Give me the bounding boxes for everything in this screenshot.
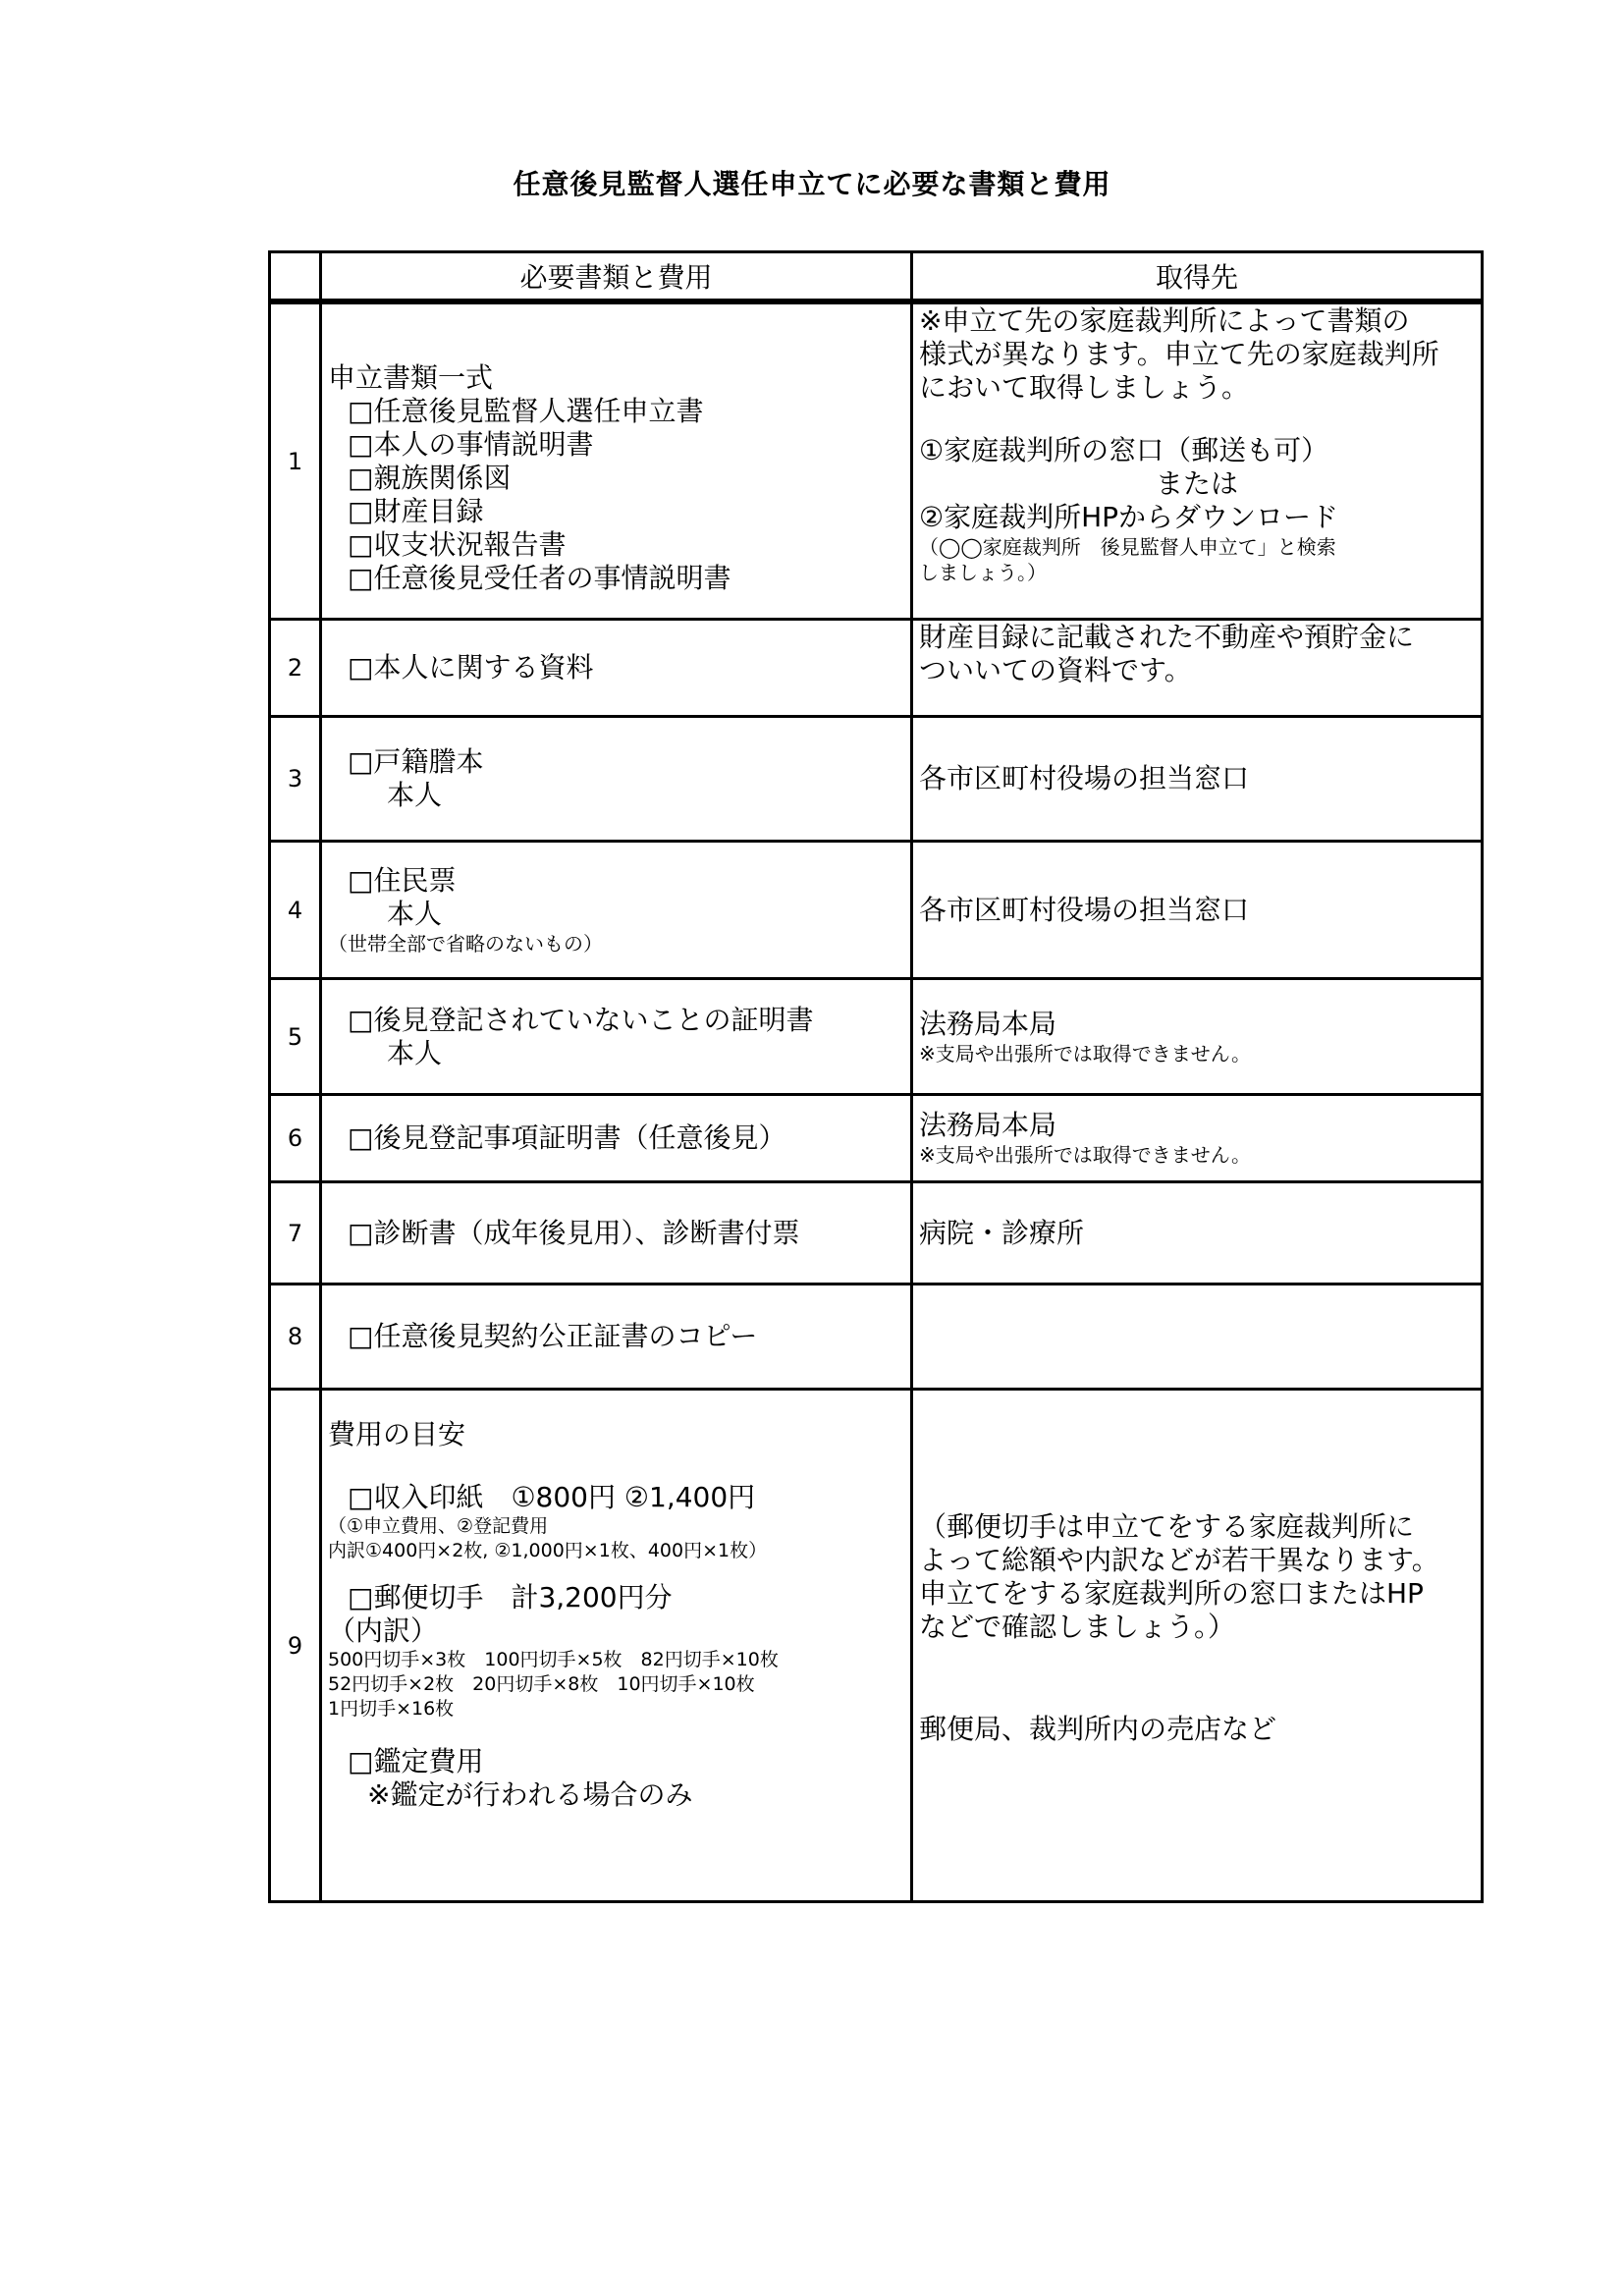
documents-cell [321, 979, 912, 1095]
source-text: 各市区町村役場の担当窓口 [919, 762, 1250, 794]
row-number: 6 [270, 1095, 321, 1182]
table-row [270, 717, 1483, 842]
table-row [270, 1390, 1483, 1902]
source-note: （◯◯家庭裁判所 後見監督人申立て」と検索 [919, 535, 1336, 559]
doc-item: □任意後見受任者の事情説明書 [348, 561, 731, 594]
doc-heading: 申立書類一式 [328, 360, 494, 394]
doc-item: □本人に関する資料 [348, 651, 594, 683]
row-number: 1 [270, 303, 321, 620]
table-row [270, 620, 1483, 717]
source-text: 様式が異なります。申立て先の家庭裁判所 [919, 338, 1439, 370]
documents-cell [321, 717, 912, 842]
doc-item: □後見登記事項証明書（任意後見） [348, 1121, 786, 1154]
source-text: などで確認しましょう。） [919, 1611, 1236, 1643]
header-no [270, 252, 321, 301]
source-text: において取得しましょう。 [919, 371, 1250, 404]
postage-line: 52円切手×2枚 20円切手×8枚 10円切手×10枚 [328, 1673, 755, 1695]
source-text: （郵便切手は申立てをする家庭裁判所に [919, 1510, 1415, 1543]
doc-sub: 本人 [387, 779, 443, 811]
row-number: 9 [270, 1390, 321, 1902]
postage-breakdown-label: （内訳） [328, 1614, 439, 1647]
source-cell [912, 1182, 1483, 1285]
documents-cell [321, 1285, 912, 1390]
doc-sub: 本人 [387, 897, 443, 930]
documents-cell [321, 842, 912, 979]
source-where: 郵便局、裁判所内の売店など [919, 1713, 1277, 1745]
documents-cell [321, 303, 912, 620]
doc-item: □収支状況報告書 [348, 527, 567, 561]
source-text: 申立てをする家庭裁判所の窓口またはHP [919, 1577, 1424, 1610]
doc-item: □任意後見監督人選任申立書 [348, 394, 704, 427]
table-row [270, 303, 1483, 620]
source-text: 法務局本局 [919, 1109, 1057, 1141]
doc-item: □診断書（成年後見用）、診断書付票 [348, 1216, 800, 1249]
doc-item: □財産目録 [348, 494, 484, 527]
source-note: ※支局や出張所では取得できません。 [919, 1041, 1251, 1066]
source-cell [912, 620, 1483, 717]
doc-item: □後見登記されていないことの証明書 [348, 1003, 814, 1036]
table-row [270, 979, 1483, 1095]
source-cell [912, 842, 1483, 979]
table-row [270, 1182, 1483, 1285]
documents-cell [321, 1182, 912, 1285]
source-cell [912, 717, 1483, 842]
source-text: ※申立て先の家庭裁判所によって書類の [919, 304, 1410, 337]
row-number: 4 [270, 842, 321, 979]
source-option-1: ①家庭裁判所の窓口（郵送も可） [919, 434, 1329, 466]
stamp-note: （①申立費用、②登記費用 [328, 1515, 549, 1537]
table-row [270, 1285, 1483, 1390]
source-cell [912, 1095, 1483, 1182]
table-row [270, 1095, 1483, 1182]
documents-cell [321, 1390, 912, 1902]
postage-item: □郵便切手 計3,200円分 [348, 1581, 673, 1613]
documents-cell [321, 620, 912, 717]
doc-item: □本人の事情説明書 [348, 427, 594, 461]
source-cell [912, 303, 1483, 620]
appraisal-item: □鑑定費用 [348, 1745, 484, 1777]
postage-line: 1円切手×16枚 [328, 1698, 455, 1720]
doc-item: □住民票 [348, 863, 457, 897]
source-text: ついいての資料です。 [919, 654, 1192, 686]
header-source: 取得先 [912, 252, 1483, 301]
source-option-2: ②家庭裁判所HPからダウンロード [919, 501, 1339, 533]
source-text: 病院・診療所 [919, 1216, 1085, 1249]
row-number: 8 [270, 1285, 321, 1390]
doc-item: □親族関係図 [348, 461, 512, 494]
source-text: 法務局本局 [919, 1007, 1057, 1040]
source-or: または [1155, 467, 1238, 500]
appraisal-note: ※鑑定が行われる場合のみ [367, 1778, 693, 1811]
source-cell [912, 979, 1483, 1095]
source-text: 財産目録に記載された不動産や預貯金に [919, 621, 1415, 653]
doc-item: □戸籍謄本 [348, 745, 484, 778]
source-cell [912, 1285, 1483, 1390]
table-row [270, 842, 1483, 979]
source-note: しましょう。） [919, 561, 1047, 584]
documents-cell [321, 1095, 912, 1182]
row-number: 2 [270, 620, 321, 717]
table-header-row [270, 252, 1483, 301]
source-text: 各市区町村役場の担当窓口 [919, 893, 1250, 926]
header-documents: 必要書類と費用 [321, 252, 912, 301]
doc-item: □任意後見契約公正証書のコピー [348, 1320, 758, 1352]
documents-table [268, 250, 1484, 1903]
source-note: ※支局や出張所では取得できません。 [919, 1143, 1251, 1167]
page-title: 任意後見監督人選任申立てに必要な書類と費用 [513, 168, 1111, 200]
row-number: 5 [270, 979, 321, 1095]
row-number: 3 [270, 717, 321, 842]
stamp-item: □収入印紙 ①800円 ②1,400円 [348, 1481, 756, 1513]
source-cell [912, 1390, 1483, 1902]
postage-line: 500円切手×3枚 100円切手×5枚 82円切手×10枚 [328, 1649, 779, 1670]
source-text: よって総額や内訳などが若干異なります。 [919, 1544, 1439, 1576]
doc-note: （世帯全部で省略のないもの） [328, 931, 603, 956]
row-number: 7 [270, 1182, 321, 1285]
doc-heading: 費用の目安 [328, 1418, 466, 1450]
doc-sub: 本人 [387, 1036, 443, 1069]
stamp-note: 内訳①400円×2枚, ②1,000円×1枚、400円×1枚） [328, 1540, 768, 1561]
